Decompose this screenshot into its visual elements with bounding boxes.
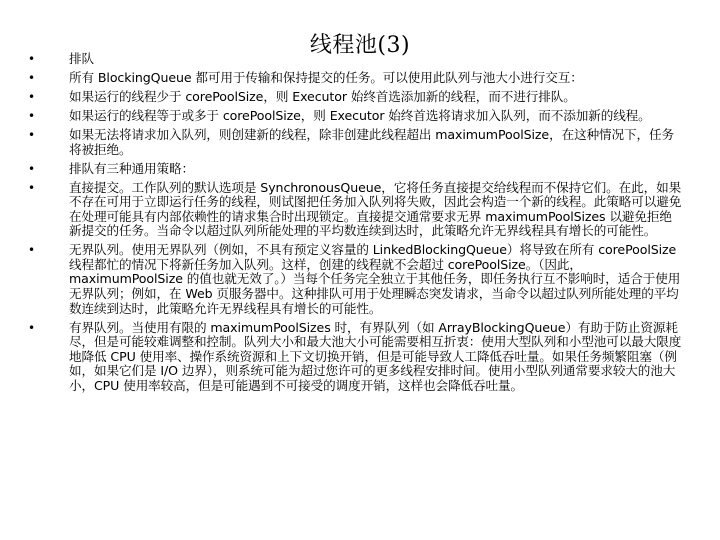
slide-title: 线程池(3): [309, 33, 411, 58]
bullet-text: 排队: [69, 51, 94, 66]
bullet-item: [0, 243, 720, 316]
bullet-dot-icon: •: [28, 161, 35, 176]
bullet-item: [0, 109, 720, 124]
bullet-dot-icon: •: [28, 89, 35, 104]
bullet-dot-icon: •: [28, 180, 35, 195]
bullet-item: [0, 128, 720, 157]
bullet-dot-icon: •: [28, 52, 35, 66]
bullet-text: 所有 BlockingQueue 都可用于传输和保持提交的任务。可以使用此队列与池大小进行交互：: [69, 69, 583, 85]
bullet-item: [0, 321, 720, 394]
bullet-text: 如果运行的线程等于或多于 corePoolSize，则 Executor 始终首选将请求加入队列，而不添加新的线程。: [69, 107, 651, 123]
bullet-list: [0, 52, 720, 398]
bullet-dot-icon: •: [28, 243, 35, 258]
bullet-item: [0, 90, 720, 105]
bullet-dot-icon: •: [28, 108, 35, 123]
bullet-dot-icon: •: [28, 70, 35, 85]
bullet-item: [0, 181, 720, 239]
bullet-item: [0, 52, 720, 67]
bullet-item: [0, 71, 720, 86]
bullet-dot-icon: •: [28, 320, 35, 335]
bullet-text: 直接提交。工作队列的默认选项是 SynchronousQueue，它将任务直接提交给线程而不保持它们。在此，如果不存在可用于立即运行任务的线程，则试图把任务加入队列将失败，因此会构造一个新的线程。此策略可以避免在处理可能具有内部依赖性的请求集合时出现锁定。直接提交通常要求无界 maximumPoolSizes 以避免拒绝新提交的任务。当命令以超过队列所能处理的平均数连续到达时，此策略允许无界线程具有增长的可能性。: [69, 179, 682, 239]
bullet-text: 如果无法将请求加入队列，则创建新的线程，除非创建此线程超出 maximumPoolSize，在这种情况下，任务将被拒绝。: [69, 126, 675, 157]
bullet-text: 有界队列。当使用有限的 maximumPoolSizes 时，有界队列（如 ArrayBlockingQueue）有助于防止资源耗尽，但是可能较难调整和控制。队列大小和最大池大小可能需要相互折衷：使用大型队列和小型池可以最大限度地降低 CPU 使用率、操作系统资源和上下文切换开销，但是可能导致人工降低吞吐量。如果任务频繁阻塞（例如，如果它们是 I/O 边界），则系统可能为超过您许可的更多线程安排时间。使用小型队列通常要求较大的池大小，CPU 使用率较高，但是可能遇到不可接受的调度开销，这样也会降低吞吐量。: [69, 319, 682, 393]
bullet-text: 如果运行的线程少于 corePoolSize，则 Executor 始终首选添加新的线程，而不进行排队。: [69, 88, 576, 104]
bullet-text: 无界队列。使用无界队列（例如，不具有预定义容量的 LinkedBlockingQueue）将导致在所有 corePoolSize 线程都忙的情况下将新任务加入队列。这样，创建的线程就不会超过 corePoolSize。（因此，maximumPoolSize 的值也就无效了。）当每个任务完全独立于其他任务，即任务执行互不影响时，适合于使用无界队列；例如，在 Web 页服务器中。这种排队可用于处理瞬态突发请求，当命令以超过队列所能处理的平均数连续到达时，此策略允许无界线程具有增长的可能性。: [69, 242, 681, 316]
bullet-text: 排队有三种通用策略：: [69, 160, 194, 176]
bullet-dot-icon: •: [28, 127, 35, 142]
bullet-item: [0, 162, 720, 177]
